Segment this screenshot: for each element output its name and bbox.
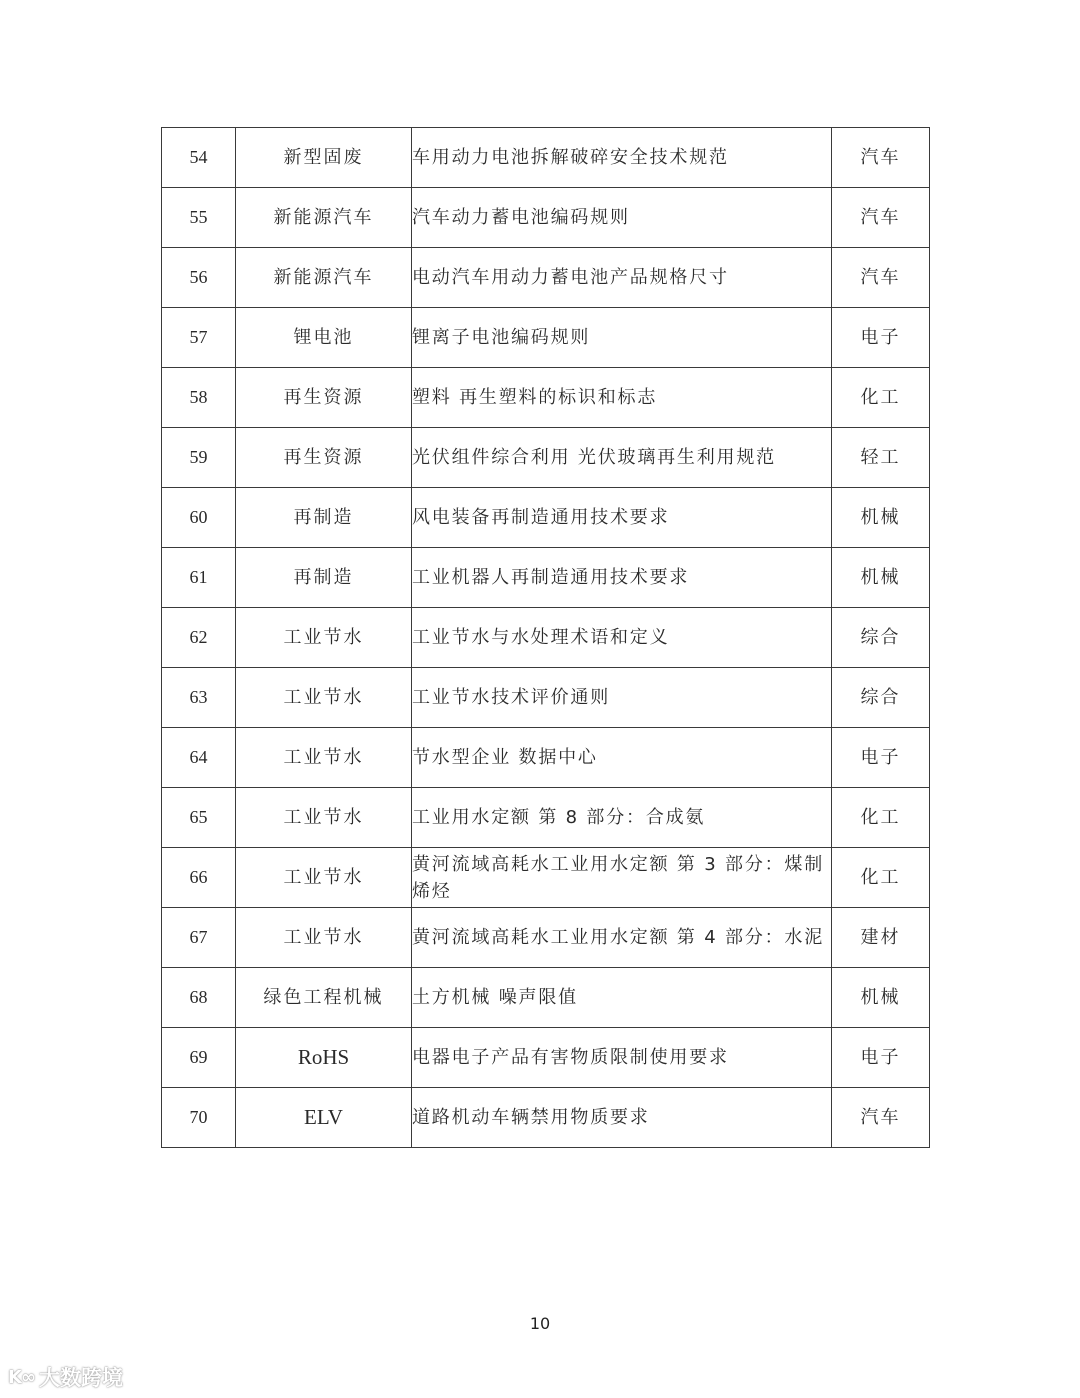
- table-row: [162, 428, 930, 488]
- table-row: [162, 128, 930, 188]
- row-industry: 建材: [832, 908, 930, 968]
- row-industry: 电子: [832, 1028, 930, 1088]
- row-industry: 汽车: [832, 1088, 930, 1148]
- row-industry: 汽车: [832, 248, 930, 308]
- row-category: 工业节水: [236, 788, 412, 848]
- row-number: 68: [162, 968, 236, 1028]
- row-standard-name: 黄河流域高耗水工业用水定额 第 3 部分：煤制烯烃: [412, 848, 832, 908]
- row-industry: 电子: [832, 728, 930, 788]
- row-category: 工业节水: [236, 848, 412, 908]
- page-number: 10: [529, 1314, 551, 1333]
- row-standard-name: 电动汽车用动力蓄电池产品规格尺寸: [412, 248, 832, 308]
- row-standard-name: 锂离子电池编码规则: [412, 308, 832, 368]
- row-category: 工业节水: [236, 608, 412, 668]
- row-industry: 汽车: [832, 188, 930, 248]
- row-number: 70: [162, 1088, 236, 1148]
- table-row: [162, 308, 930, 368]
- row-standard-name: 工业机器人再制造通用技术要求: [412, 548, 832, 608]
- row-standard-name: 黄河流域高耗水工业用水定额 第 4 部分：水泥: [412, 908, 832, 968]
- row-standard-name: 节水型企业 数据中心: [412, 728, 832, 788]
- row-industry: 化工: [832, 788, 930, 848]
- row-category: 工业节水: [236, 728, 412, 788]
- row-category: 绿色工程机械: [236, 968, 412, 1028]
- row-industry: 电子: [832, 308, 930, 368]
- table-row: [162, 1088, 930, 1148]
- row-standard-name: 风电装备再制造通用技术要求: [412, 488, 832, 548]
- table-row: [162, 488, 930, 548]
- row-number: 57: [162, 308, 236, 368]
- row-industry: 化工: [832, 368, 930, 428]
- row-standard-name: 道路机动车辆禁用物质要求: [412, 1088, 832, 1148]
- row-number: 55: [162, 188, 236, 248]
- row-standard-name: 工业节水技术评价通则: [412, 668, 832, 728]
- row-industry: 机械: [832, 968, 930, 1028]
- row-industry: 机械: [832, 488, 930, 548]
- table-row: [162, 848, 930, 908]
- row-standard-name: 汽车动力蓄电池编码规则: [412, 188, 832, 248]
- row-category: 工业节水: [236, 668, 412, 728]
- row-number: 64: [162, 728, 236, 788]
- row-number: 56: [162, 248, 236, 308]
- row-number: 67: [162, 908, 236, 968]
- table-row: [162, 788, 930, 848]
- table-row: [162, 908, 930, 968]
- table-row: [162, 368, 930, 428]
- row-category: 工业节水: [236, 908, 412, 968]
- watermark: [8, 1362, 123, 1392]
- table-row: [162, 668, 930, 728]
- row-number: 61: [162, 548, 236, 608]
- row-number: 65: [162, 788, 236, 848]
- row-number: 58: [162, 368, 236, 428]
- row-category: 再制造: [236, 488, 412, 548]
- row-category: ELV: [236, 1088, 412, 1148]
- row-industry: 汽车: [832, 128, 930, 188]
- row-category: 再生资源: [236, 368, 412, 428]
- row-category: 再生资源: [236, 428, 412, 488]
- table-row: [162, 1028, 930, 1088]
- table-row: [162, 188, 930, 248]
- row-number: 69: [162, 1028, 236, 1088]
- table-row: [162, 968, 930, 1028]
- row-standard-name: 光伏组件综合利用 光伏玻璃再生利用规范: [412, 428, 832, 488]
- row-number: 54: [162, 128, 236, 188]
- row-standard-name: 塑料 再生塑料的标识和标志: [412, 368, 832, 428]
- row-standard-name: 工业用水定额 第 8 部分：合成氨: [412, 788, 832, 848]
- table-row: [162, 548, 930, 608]
- table-row: [162, 728, 930, 788]
- row-standard-name: 工业节水与水处理术语和定义: [412, 608, 832, 668]
- row-industry: 化工: [832, 848, 930, 908]
- row-category: 新能源汽车: [236, 248, 412, 308]
- row-number: 59: [162, 428, 236, 488]
- row-standard-name: 电器电子产品有害物质限制使用要求: [412, 1028, 832, 1088]
- row-category: 锂电池: [236, 308, 412, 368]
- row-number: 62: [162, 608, 236, 668]
- row-industry: 综合: [832, 608, 930, 668]
- row-standard-name: 土方机械 噪声限值: [412, 968, 832, 1028]
- row-number: 66: [162, 848, 236, 908]
- table-row: [162, 248, 930, 308]
- row-category: 新型固废: [236, 128, 412, 188]
- row-standard-name: 车用动力电池拆解破碎安全技术规范: [412, 128, 832, 188]
- row-category: RoHS: [236, 1028, 412, 1088]
- row-industry: 机械: [832, 548, 930, 608]
- row-category: 再制造: [236, 548, 412, 608]
- standards-table: [161, 127, 930, 1148]
- row-number: 63: [162, 668, 236, 728]
- row-industry: 轻工: [832, 428, 930, 488]
- watermark-logo-icon: K∞: [8, 1366, 35, 1388]
- watermark-text: 大数跨境: [38, 1366, 123, 1390]
- table-row: [162, 608, 930, 668]
- row-industry: 综合: [832, 668, 930, 728]
- row-category: 新能源汽车: [236, 188, 412, 248]
- row-number: 60: [162, 488, 236, 548]
